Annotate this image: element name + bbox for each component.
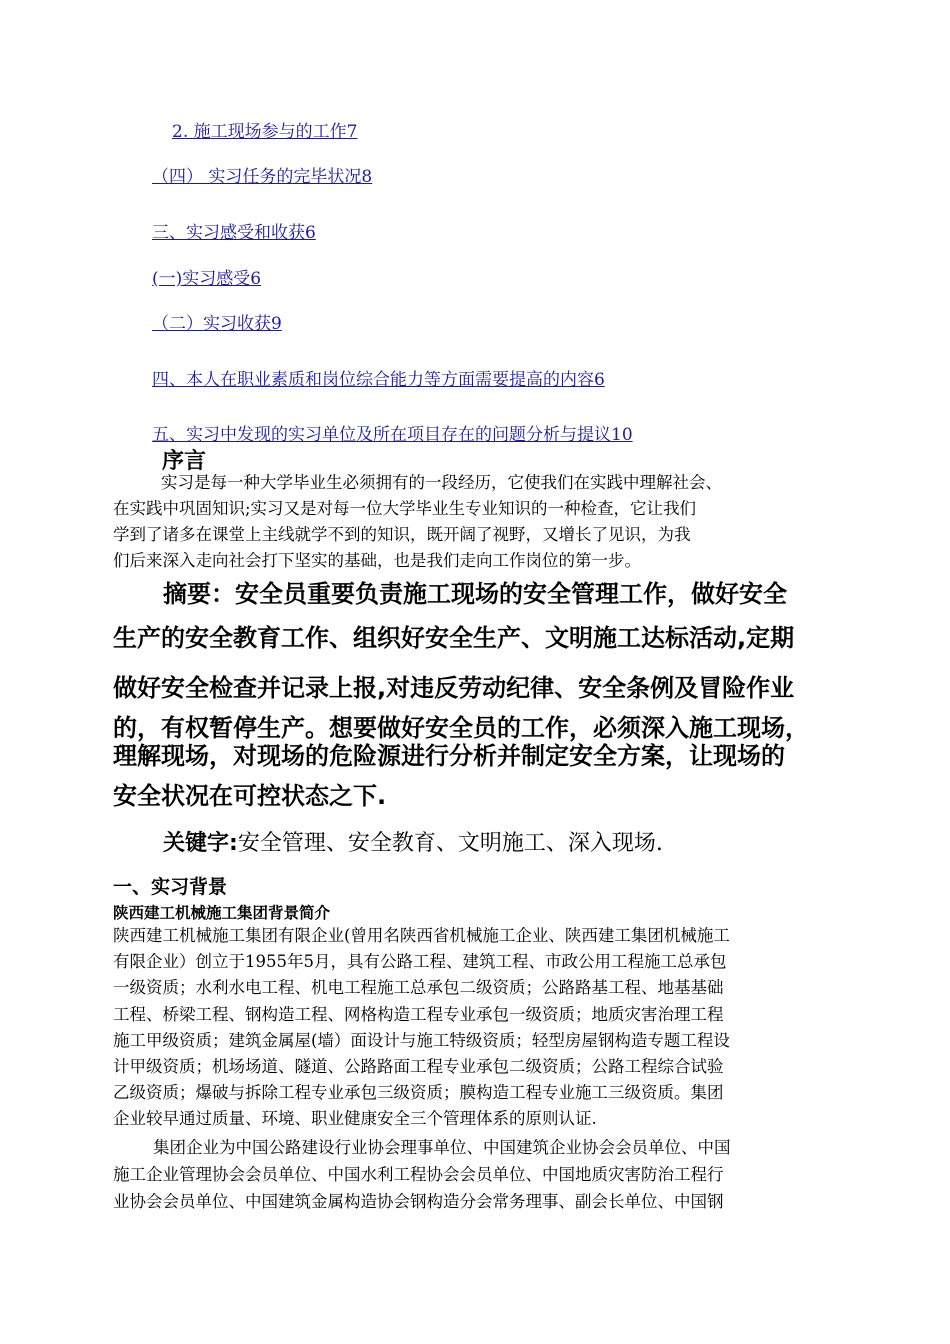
toc-item-3[interactable] xyxy=(152,218,316,243)
toc-item-6[interactable] xyxy=(152,365,605,390)
body-line: 施工企业管理协会会员单位、中国水利工程协会会员单位、中国地质灾害防治工程行 xyxy=(113,1165,724,1184)
body-paragraph xyxy=(113,923,730,1133)
body-line: 业协会会员单位、中国建筑金属构造协会钢构造分会常务理事、副会长单位、中国钢 xyxy=(113,1192,724,1211)
abstract-line: 做好安全检查并记录上报,对违反劳动纪律、安全条例及冒险作业 xyxy=(113,674,795,702)
toc-link[interactable]: 2. 施工现场参与的工作7 xyxy=(172,122,358,142)
toc-item-4[interactable] xyxy=(152,264,261,289)
keywords-label: 关键字: xyxy=(163,831,238,856)
toc-link[interactable]: (一)实习感受6 xyxy=(152,269,262,289)
toc-link[interactable]: 三、实习感受和收获6 xyxy=(152,223,316,243)
toc-item-2[interactable] xyxy=(152,162,372,187)
preface-line: 学到了诸多在课堂上主线就学不到的知识，既开阔了视野，又增长了见识，为我 xyxy=(113,525,691,544)
keywords-text: 安全管理、安全教育、文明施工、深入现场. xyxy=(237,831,663,856)
preface-line: 实习是每一种大学毕业生必须拥有的一段经历，它使我们在实践中理解社会、 xyxy=(161,473,722,492)
body-line: 一级资质；水利水电工程、机电工程施工总承包二级资质；公路路基工程、地基基础 xyxy=(113,978,724,998)
body-line: 陕西建工机械施工集团有限企业(曾用名陕西省机械施工企业、陕西建工集团机械施工 xyxy=(113,926,730,945)
toc-link[interactable]: 五、实习中发现的实习单位及所在项目存在的问题分析与提议10 xyxy=(152,425,633,445)
toc-link[interactable]: 四、本人在职业素质和岗位综合能力等方面需要提高的内容6 xyxy=(152,370,605,390)
body-line: 施工甲级资质；建筑金属屋(墙）面设计与施工特级资质；轻型房屋钢构造专题工程设 xyxy=(113,1030,730,1050)
abstract-line: 的，有权暂停生产。想要做好安全员的工作，必须深入施工现场， xyxy=(113,714,809,742)
body-line: 集团企业为中国公路建设行业协会理事单位、中国建筑企业协会会员单位、中国 xyxy=(153,1138,731,1157)
body-paragraph xyxy=(113,1134,731,1215)
toc-link[interactable]: （四） 实习任务的完毕状况8 xyxy=(152,167,373,187)
preface-paragraph xyxy=(113,470,722,574)
body-line: 乙级资质；爆破与拆除工程专业承包三级资质；膜构造工程专业施工三级资质。集团 xyxy=(113,1083,724,1103)
body-line: 企业较早通过质量、环境、职业健康安全三个管理体系的原则认证. xyxy=(113,1109,597,1129)
preface-line: 在实践中巩固知识;实习又是对每一位大学毕业生专业知识的一种检查，它让我们 xyxy=(113,499,697,518)
abstract-line: 理解现场，对现场的危险源进行分析并制定安全方案，让现场的 xyxy=(113,742,785,770)
keywords xyxy=(163,826,663,857)
abstract-line: 安全状况在可控状态之下. xyxy=(113,782,387,810)
toc-item-1[interactable] xyxy=(172,117,357,142)
body-line: 计甲级资质；机场场道、隧道、公路路面工程专业承包二级资质；公路工程综合试验 xyxy=(113,1057,724,1077)
section-subheading: 陕西建工机械施工集团背景简介 xyxy=(113,904,331,922)
abstract-line: 摘要：安全员重要负责施工现场的安全管理工作，做好安全 xyxy=(163,580,787,608)
abstract-line: 生产的安全教育工作、组织好安全生产、文明施工达标活动,定期 xyxy=(113,624,795,652)
toc-link[interactable]: （二）实习收获9 xyxy=(152,314,282,334)
toc-item-7[interactable] xyxy=(152,420,633,445)
preface-line: 们后来深入走向社会打下坚实的基础，也是我们走向工作岗位的第一步。 xyxy=(113,551,641,570)
toc-item-5[interactable] xyxy=(152,309,282,334)
preface-title: 序言 xyxy=(162,448,207,474)
body-line: 有限企业）创立于1955年5月，具有公路工程、建筑工程、市政公用工程施工总承包 xyxy=(113,952,727,972)
body-line: 工程、桥梁工程、钢构造工程、网格构造工程专业承包一级资质；地质灾害治理工程 xyxy=(113,1004,724,1024)
section-heading: 一、实习背景 xyxy=(113,876,228,898)
